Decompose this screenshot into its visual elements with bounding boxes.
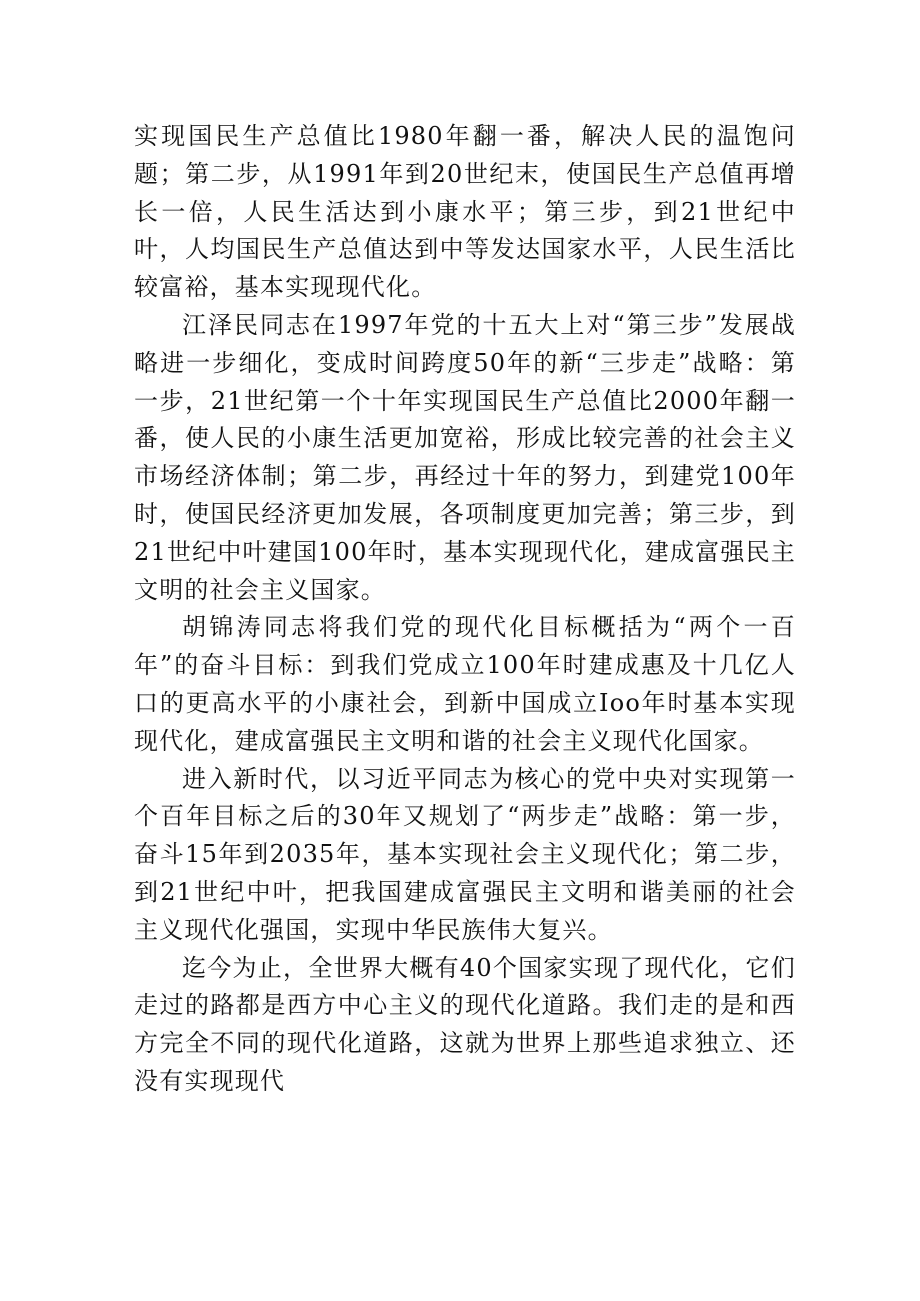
paragraph-jiang-zemin: 江泽民同志在1997年党的十五大上对“第三步”发展战略进一步细化，变成时间跨度50年的新“三步走”战略：第一步，21世纪第一个十年实现国民生产总值比2000年翻一番，使人民的小康生活更加宽裕，形成比较完善的社会主义市场经济体制；第二步，再经过十年的努力，到建党100年时，使国民经济更加发展，各项制度更加完善；第三步，到21世纪中叶建国100年时，基本实现现代化，建成富强民主文明的社会主义国家。 <box>134 310 796 604</box>
paragraph-modernization-path: 迄今为止，全世界大概有40个国家实现了现代化，它们走过的路都是西方中心主义的现代化道路。我们走的是和西方完全不同的现代化道路，这就为世界上那些追求独立、还没有实现现代 <box>134 953 796 1095</box>
paragraph-new-era: 进入新时代，以习近平同志为核心的党中央对实现第一个百年目标之后的30年又规划了“两步走”战略：第一步，奋斗15年到2035年，基本实现社会主义现代化；第二步，到21世纪中叶，把我国建成富强民主文明和谐美丽的社会主义现代化强国，实现中华民族伟大复兴。 <box>134 764 796 944</box>
paragraph-continuation: 实现国民生产总值比1980年翻一番，解决人民的温饱问题；第二步，从1991年到20世纪末，使国民生产总值再增长一倍，人民生活达到小康水平；第三步，到21世纪中叶，人均国民生产总值达到中等发达国家水平，人民生活比较富裕，基本实现现代化。 <box>134 122 796 302</box>
body-text <box>134 118 796 1101</box>
paragraph-hu-jintao: 胡锦涛同志将我们党的现代化目标概括为“两个一百年”的奋斗目标：到我们党成立100年时建成惠及十几亿人口的更高水平的小康社会，到新中国成立Ioo年时基本实现现代化，建成富强民主文明和谐的社会主义现代化国家。 <box>134 613 796 755</box>
